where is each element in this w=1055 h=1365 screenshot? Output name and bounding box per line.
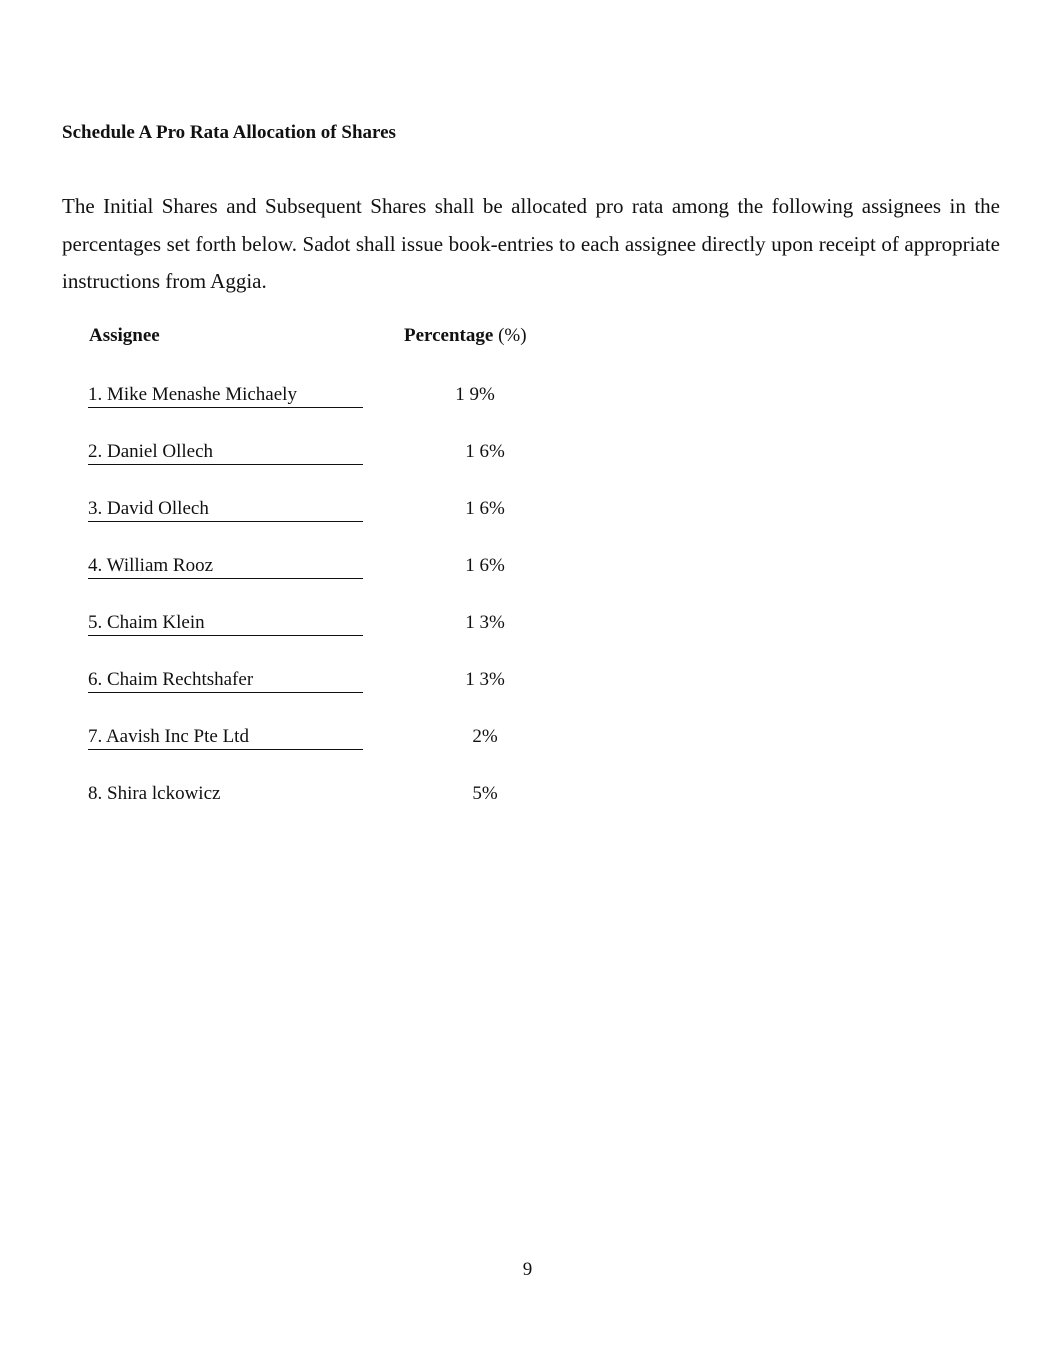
percentage-column-header [404, 324, 527, 348]
assignee-name: 4. William Rooz [88, 553, 363, 579]
assignee-percentage: 2% [472, 726, 498, 747]
percentage-header-label: Percentage [404, 325, 494, 346]
assignee-percentage: 1 3% [465, 669, 505, 690]
percentage-header-unit: (%) [498, 325, 527, 346]
table-row [0, 553, 1055, 583]
assignee-name: 8. Shira lckowicz [88, 783, 221, 804]
assignee-name: 6. Chaim Rechtshafer [88, 667, 363, 693]
assignee-name: 7. Aavish Inc Pte Ltd [88, 724, 363, 750]
assignee-percentage: 1 3% [465, 612, 505, 633]
table-row [0, 724, 1055, 754]
table-row [0, 781, 1055, 811]
page-number: 9 [522, 1259, 533, 1280]
table-row [0, 496, 1055, 526]
assignee-name: 5. Chaim Klein [88, 610, 363, 636]
assignee-percentage: 1 6% [465, 498, 505, 519]
assignee-name: 2. Daniel Ollech [88, 439, 363, 465]
assignee-percentage: 1 6% [465, 555, 505, 576]
assignee-percentage: 5% [472, 783, 498, 804]
assignee-percentage: 1 6% [465, 441, 505, 462]
assignee-header-label: Assignee [89, 325, 160, 346]
document-heading: Schedule A Pro Rata Allocation of Shares [62, 122, 396, 143]
intro-paragraph: The Initial Shares and Subsequent Shares shall be allocated pro rata among the following assignees in the percentages set forth below. Sadot shall issue book-entries to each assignee directly upon receipt of appropriate instructions from Aggia. [62, 194, 1000, 293]
table-row [0, 610, 1055, 640]
table-row [0, 667, 1055, 697]
assignee-percentage: 1 9% [455, 384, 495, 405]
assignee-name: 3. David Ollech [88, 496, 363, 522]
assignee-name: 1. Mike Menashe Michaely [88, 382, 363, 408]
table-row [0, 382, 1055, 412]
assignee-column-header [89, 324, 160, 348]
table-row [0, 439, 1055, 469]
